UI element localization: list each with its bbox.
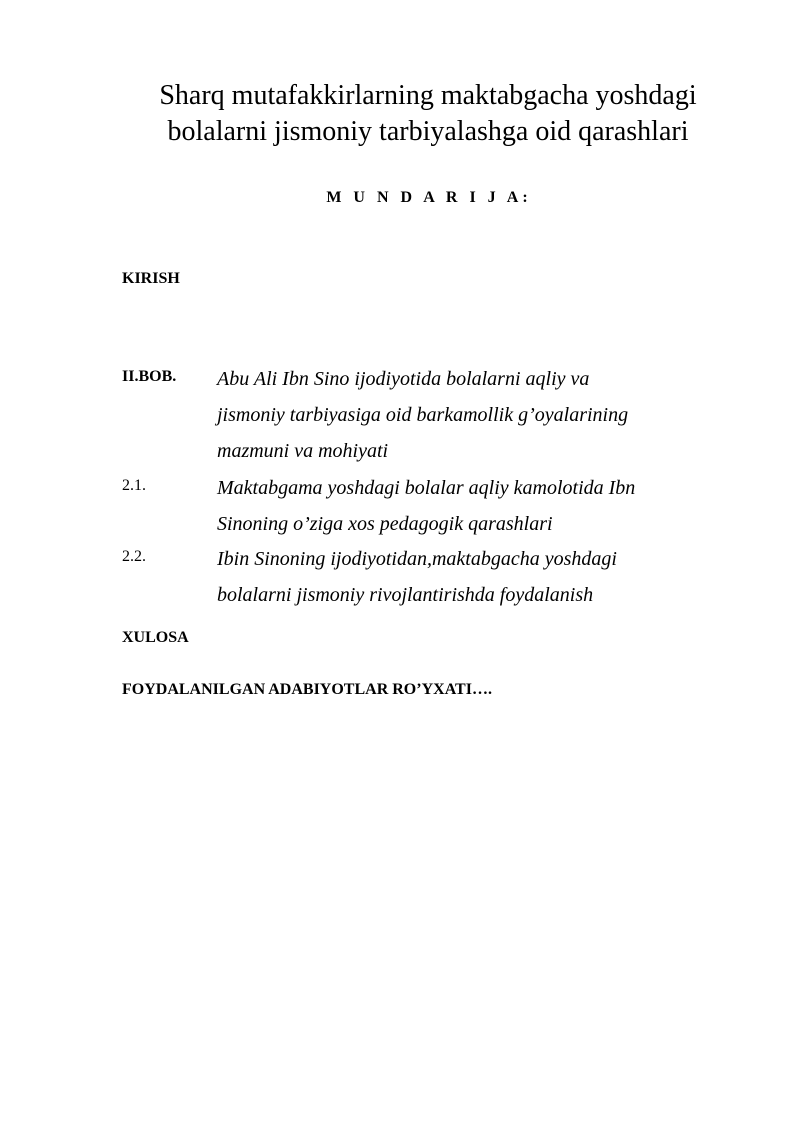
subsection-title-line: Ibin Sinoning ijodiyotidan,maktabgacha yoshdagi [217,548,617,570]
title-line-1: Sharq mutafakkirlarning maktabgacha yoshdagi [159,80,697,111]
title-line-2: bolalarni jismoniy tarbiyalashga oid qarashlari [167,116,689,147]
subsection-title [217,477,697,549]
toc-heading: M U N D A R I J A: [326,189,532,206]
chapter-number: II.BOB. [122,368,177,385]
chapter-title-line: Abu Ali Ibn Sino ijodiyotida bolalarni aqliy va [217,368,590,390]
chapter-title [217,368,697,476]
subsection-title-line: bolalarni jismoniy rivojlantirishda foydalanish [217,584,594,606]
toc-entry-conclusion: XULOSA [122,629,189,646]
subsection-title [217,548,697,620]
toc-entry-intro: KIRISH [122,270,180,287]
subsection-title-line: Sinoning o’ziga xos pedagogik qarashlari [217,513,553,535]
subsection-number: 2.1. [122,477,146,494]
chapter-title-line: mazmuni va mohiyati [217,440,389,462]
document-title [120,78,736,150]
subsection-number: 2.2. [122,548,146,565]
chapter-title-line: jismoniy tarbiyasiga oid barkamollik g’oyalarining [217,404,629,426]
subsection-title-line: Maktabgama yoshdagi bolalar aqliy kamolotida Ibn [217,477,636,499]
toc-entry-references: FOYDALANILGAN ADABIYOTLAR RO’YXATI…. [122,681,492,698]
